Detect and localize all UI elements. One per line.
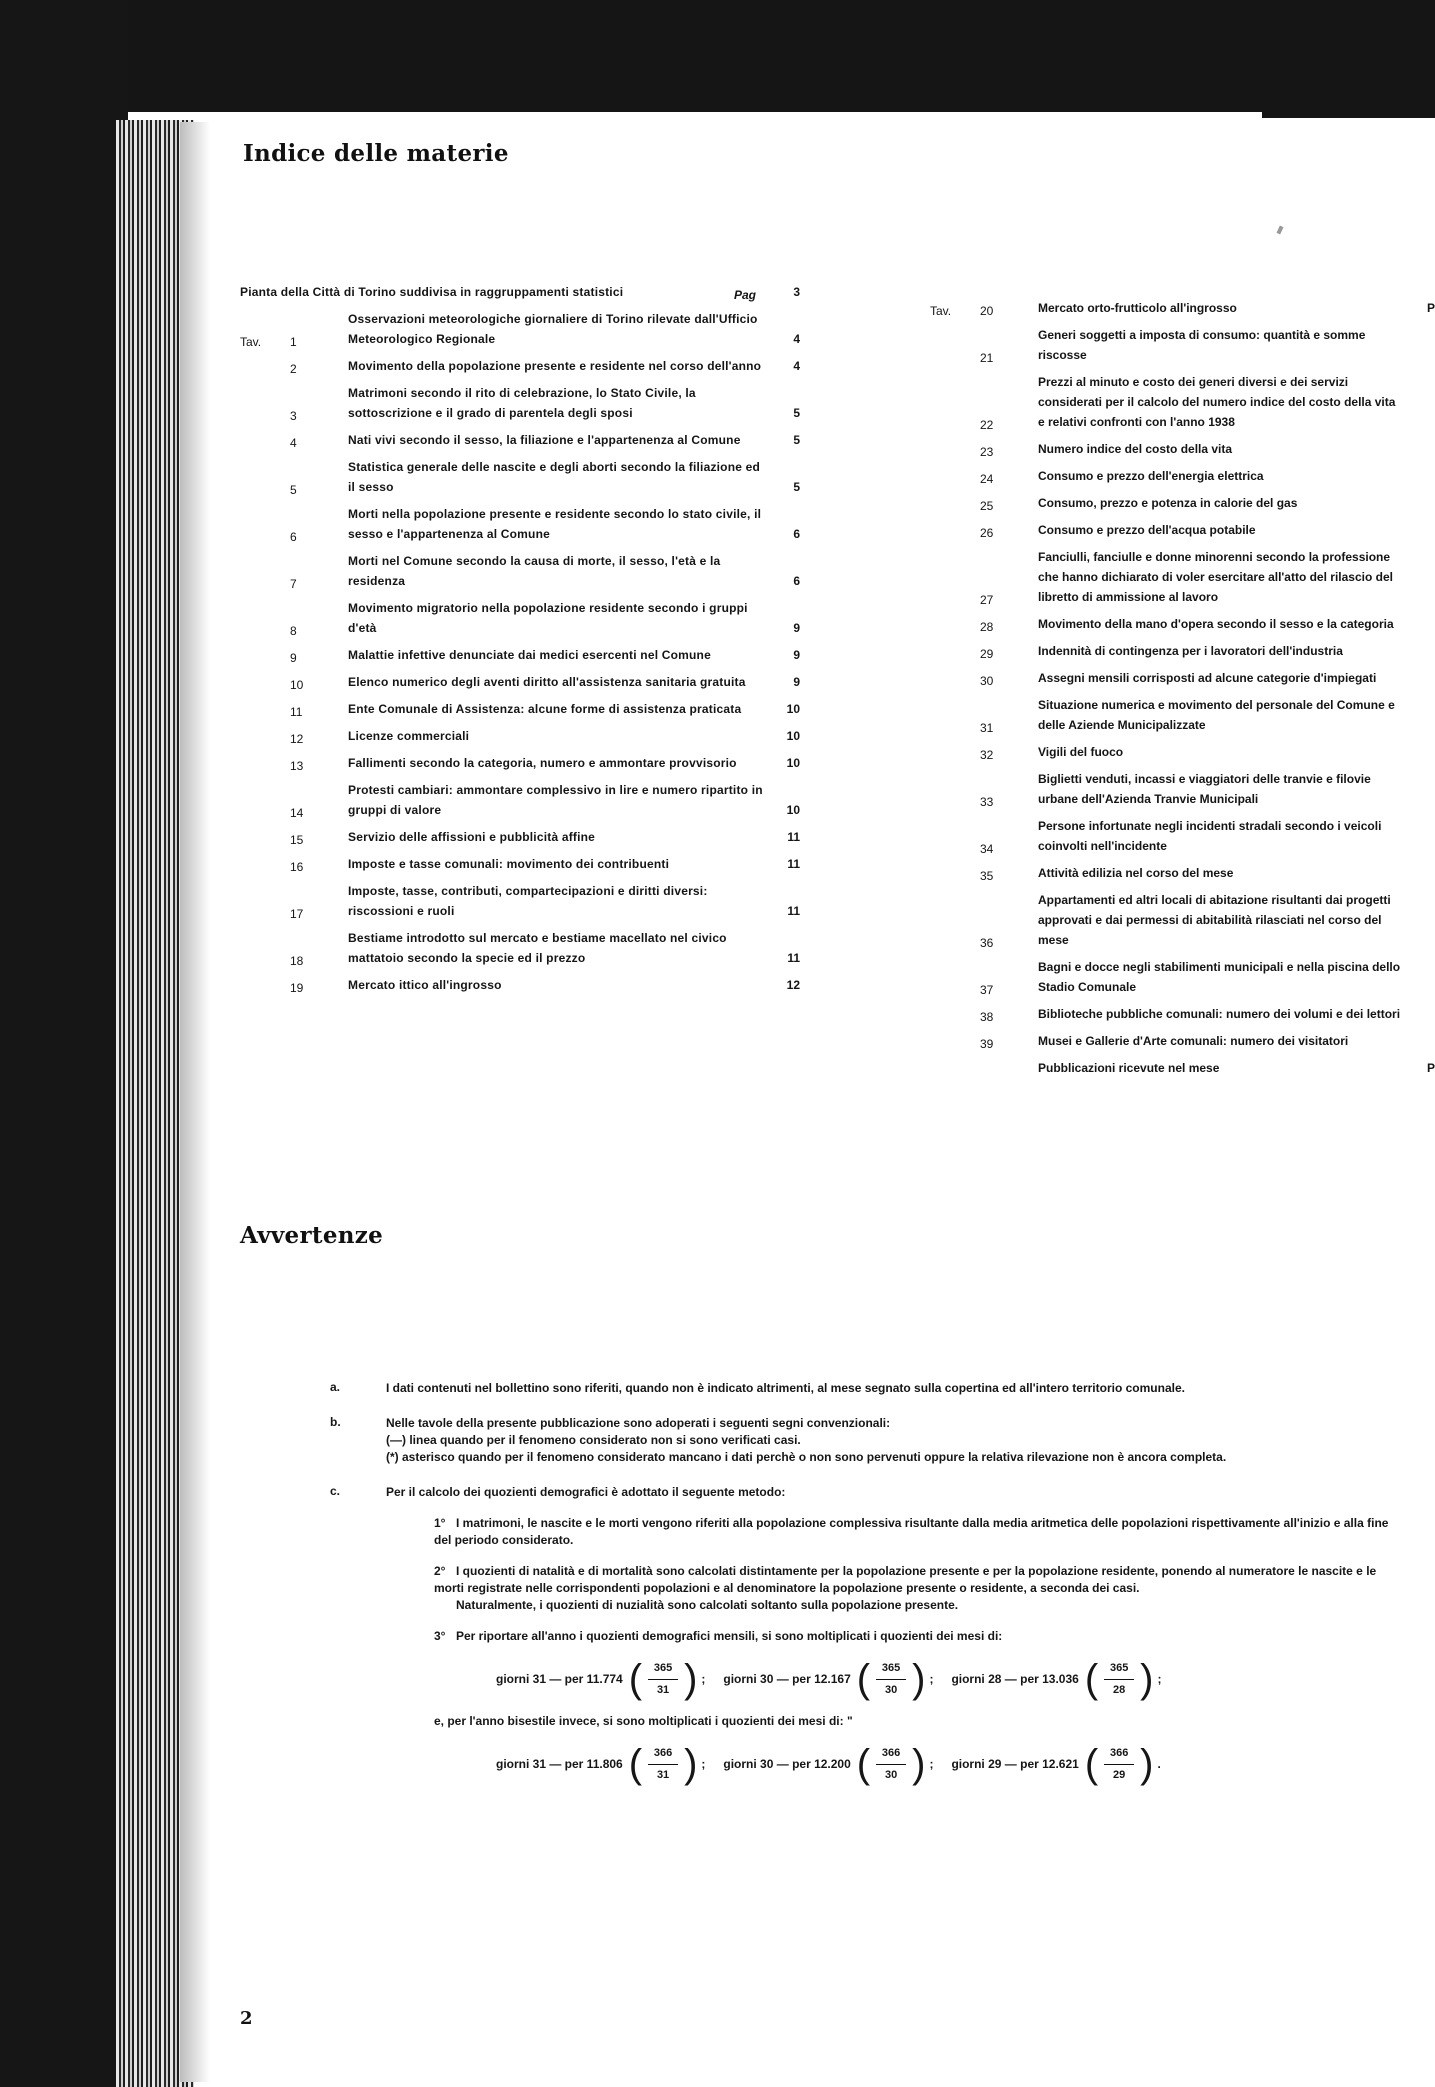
formula-term xyxy=(951,1659,1161,1699)
formula-label: giorni 29 — per 12.621 xyxy=(951,1756,1079,1771)
toc-entry-number: 14 xyxy=(290,806,304,820)
toc-entry-number: 23 xyxy=(980,445,994,459)
toc-entry xyxy=(930,372,1435,432)
close-paren: ) xyxy=(1140,1742,1154,1786)
toc-entry-text: Imposte, tasse, contributi, compartecipazioni e diritti diversi: riscossioni e ruoli xyxy=(348,884,708,918)
toc-entry-text: Biglietti venduti, incassi e viaggiatori delle tranvie e filovie urbane dell'Azienda Tranvie Municipali xyxy=(1038,772,1371,806)
toc-entry-number: 4 xyxy=(290,436,297,450)
toc-entry-text: Licenze commerciali xyxy=(348,729,470,743)
toc-left-column xyxy=(240,282,800,1002)
toc-entry-text: Consumo e prezzo dell'acqua potabile xyxy=(1038,523,1256,537)
toc-entry-page: 4 xyxy=(793,359,800,373)
toc-entry-number: 25 xyxy=(980,499,994,513)
toc-entry-number: 2 xyxy=(290,362,297,376)
toc-entry-text: Persone infortunate negli incidenti stradali secondo i veicoli coinvolti nell'incidente xyxy=(1038,819,1382,853)
toc-entry-number: 33 xyxy=(980,795,994,809)
open-paren: ( xyxy=(628,1742,643,1786)
toc-entry-page: 11 xyxy=(787,904,800,918)
fraction-numerator: 365 xyxy=(1109,1661,1129,1674)
toc-entry-number: 16 xyxy=(290,860,304,874)
warnings-title: Avvertenze xyxy=(240,1222,384,1249)
page-title: Indice delle materie xyxy=(243,140,509,167)
scan-border-left xyxy=(0,0,128,2087)
toc-entry xyxy=(240,598,800,638)
toc-entry-number: 9 xyxy=(290,651,297,665)
toc-entry-text: Protesti cambiari: ammontare complessivo in lire e numero ripartito in gruppi di valore xyxy=(348,783,763,817)
leap-year-text: e, per l'anno bisestile invece, si sono moltiplicati i quozienti dei mesi di: " xyxy=(434,1714,853,1728)
close-paren: ) xyxy=(1140,1657,1154,1701)
toc-entry-number: 15 xyxy=(290,833,304,847)
close-paren: ) xyxy=(684,1742,698,1786)
fraction xyxy=(648,1660,678,1699)
formula-separator: ; xyxy=(701,1671,706,1686)
note-c-letter: c. xyxy=(330,1484,341,1498)
toc-entry xyxy=(240,726,800,746)
toc-entry xyxy=(930,668,1435,688)
toc-entry-page: P xyxy=(1426,1061,1435,1075)
toc-entry-text: Indennità di contingenza per i lavoratori dell'industria xyxy=(1038,644,1343,658)
open-paren: ( xyxy=(1084,1657,1099,1701)
toc-entry-number: 7 xyxy=(290,577,297,591)
toc-entry-page: 12 xyxy=(786,978,800,992)
toc-entry-text: Generi soggetti a imposta di consumo: quantità e somme riscosse xyxy=(1038,328,1366,362)
note-c-point-2 xyxy=(434,1563,1390,1614)
close-paren: ) xyxy=(912,1742,926,1786)
fraction-numerator: 365 xyxy=(881,1661,901,1674)
note-a-text: I dati contenuti nel bollettino sono riferiti, quando non è indicato altrimenti, al mese segnato sulla copertina ed all'intero territorio comunale. xyxy=(386,1381,1185,1395)
toc-entry-text: Musei e Gallerie d'Arte comunali: numero dei visitatori xyxy=(1038,1034,1349,1048)
toc-entry xyxy=(930,325,1435,365)
toc-entry xyxy=(240,753,800,773)
toc-entry xyxy=(930,614,1435,634)
toc-entry-number: 28 xyxy=(980,620,994,634)
toc-entry-text: Osservazioni meteorologiche giornaliere di Torino rilevate dall'Ufficio Meteorologico Regionale xyxy=(348,312,758,346)
fraction-bar xyxy=(876,1679,906,1680)
toc-entry-number: 3 xyxy=(290,409,297,423)
toc-intro-row xyxy=(240,282,800,302)
fraction-denominator: 30 xyxy=(884,1683,898,1696)
toc-entry-text: Statistica generale delle nascite e degli aborti secondo la filiazione ed il sesso xyxy=(348,460,761,494)
toc-entry xyxy=(240,645,800,665)
toc-entry-number: 24 xyxy=(980,472,994,486)
toc-entry-page: 5 xyxy=(793,480,800,494)
toc-entry-page: 9 xyxy=(793,675,800,689)
toc-entry-text: Appartamenti ed altri locali di abitazione risultanti dai progetti approvati e dai permessi di abitabilità rilasciati nel corso del mese xyxy=(1038,893,1391,947)
toc-entry-text: Elenco numerico degli aventi diritto all'assistenza sanitaria gratuita xyxy=(348,675,746,689)
toc-entry-page: 10 xyxy=(786,803,800,817)
toc-page-label: Pag xyxy=(734,288,757,302)
toc-entry-number: 10 xyxy=(290,678,304,692)
toc-entry xyxy=(930,769,1435,809)
toc-right-list xyxy=(930,298,1435,1078)
toc-entry xyxy=(240,881,800,921)
toc-entry xyxy=(240,504,800,544)
open-paren: ( xyxy=(856,1742,871,1786)
toc-entry-text: Movimento migratorio nella popolazione residente secondo i gruppi d'età xyxy=(348,601,748,635)
fraction-bar xyxy=(648,1764,678,1765)
toc-entry-text: Assegni mensili corrisposti ad alcune categorie d'impiegati xyxy=(1038,671,1377,685)
open-paren: ( xyxy=(628,1657,643,1701)
toc-entry-number: 8 xyxy=(290,624,297,638)
point-2-note: Naturalmente, i quozienti di nuzialità sono calcolati soltanto sulla popolazione presente. xyxy=(456,1598,959,1612)
toc-entry-number: 18 xyxy=(290,954,304,968)
toc-entry-number: 26 xyxy=(980,526,994,540)
note-a-letter: a. xyxy=(330,1380,341,1394)
toc-entry xyxy=(930,1058,1435,1078)
fraction-bar xyxy=(648,1679,678,1680)
toc-entry-text: Fanciulli, fanciulle e donne minorenni secondo la professione che hanno dichiarato di voler esercitare all'atto del rilascio del libretto di ammissione al lavoro xyxy=(1038,550,1393,604)
fraction-numerator: 365 xyxy=(653,1661,673,1674)
toc-entry-page: 11 xyxy=(787,951,800,965)
toc-entry-number: 17 xyxy=(290,907,304,921)
formula-term xyxy=(496,1744,705,1784)
toc-entry-text: Matrimoni secondo il rito di celebrazione, lo Stato Civile, la sottoscrizione e il grado di parentela degli sposi xyxy=(348,386,696,420)
toc-entry-text: Biblioteche pubbliche comunali: numero dei volumi e dei lettori xyxy=(1038,1007,1401,1021)
toc-entry xyxy=(240,672,800,692)
toc-entry-text: Mercato orto-frutticolo all'ingrosso xyxy=(1038,301,1237,315)
toc-entry-number: 29 xyxy=(980,647,994,661)
scan-border-top xyxy=(0,0,1262,112)
toc-entry-page: 11 xyxy=(787,830,800,844)
close-paren: ) xyxy=(912,1657,926,1701)
fraction-numerator: 366 xyxy=(1109,1746,1129,1759)
open-paren: ( xyxy=(1084,1742,1099,1786)
close-paren: ) xyxy=(684,1657,698,1701)
toc-entry-text: Bagni e docce negli stabilimenti municipali e nella piscina dello Stadio Comunale xyxy=(1038,960,1401,994)
note-c-point-1 xyxy=(434,1515,1390,1549)
point-3-text: Per riportare all'anno i quozienti demografici mensili, si sono moltiplicati i quozienti dei mesi di: xyxy=(456,1629,1003,1643)
formula-label: giorni 30 — per 12.167 xyxy=(723,1671,851,1686)
toc-entry-page: 9 xyxy=(793,621,800,635)
toc-entry-number: 36 xyxy=(980,936,994,950)
note-c-text: Per il calcolo dei quozienti demografici è adottato il seguente metodo: xyxy=(386,1485,786,1499)
toc-entry xyxy=(240,699,800,719)
toc-entry-number: 30 xyxy=(980,674,994,688)
formula-term xyxy=(723,1659,933,1699)
formula-row-normal-year xyxy=(496,1659,1390,1699)
toc-entry-page: 4 xyxy=(793,332,800,346)
fraction-bar xyxy=(1104,1764,1134,1765)
point-1-text: I matrimoni, le nascite e le morti vengono riferiti alla popolazione complessiva risultante dalla media aritmetica delle popolazioni rispettivamente all'inizio e alla fine del periodo considerato. xyxy=(434,1516,1389,1547)
toc-entry xyxy=(930,816,1435,856)
toc-entry xyxy=(240,854,800,874)
fraction xyxy=(876,1745,906,1784)
toc-entry-text: Ente Comunale di Assistenza: alcune forme di assistenza praticata xyxy=(348,702,742,716)
toc-entry-page: 11 xyxy=(787,857,800,871)
toc-entry-page: 6 xyxy=(793,574,800,588)
toc-entry xyxy=(240,928,800,968)
toc-entry-page: 9 xyxy=(793,648,800,662)
toc-entry xyxy=(930,742,1435,762)
fraction xyxy=(1104,1745,1134,1784)
fraction xyxy=(648,1745,678,1784)
toc-entry-page: 10 xyxy=(786,729,800,743)
toc-entry-text: Pubblicazioni ricevute nel mese xyxy=(1038,1061,1220,1075)
formula-separator: . xyxy=(1157,1756,1161,1771)
fraction-denominator: 30 xyxy=(884,1768,898,1781)
fraction-bar xyxy=(876,1764,906,1765)
formula-separator: ; xyxy=(929,1756,934,1771)
formula-separator: ; xyxy=(701,1756,706,1771)
toc-entry xyxy=(240,780,800,820)
note-b-letter: b. xyxy=(330,1415,341,1429)
toc-entry-number: 19 xyxy=(290,981,304,995)
toc-entry-number: 34 xyxy=(980,842,994,856)
toc-entry xyxy=(930,493,1435,513)
note-c xyxy=(330,1484,1390,1784)
toc-entry-number: 35 xyxy=(980,869,994,883)
note-b-text: Nelle tavole della presente pubblicazione sono adoperati i seguenti segni convenzionali: xyxy=(386,1416,891,1430)
toc-entry xyxy=(930,439,1435,459)
note-b-line1: (—) linea quando per il fenomeno considerato non si sono verificati casi. xyxy=(386,1433,801,1447)
point-3-number: 3° xyxy=(434,1629,446,1643)
toc-entry xyxy=(240,827,800,847)
formula-separator: ; xyxy=(929,1671,934,1686)
toc-entry-text: Morti nella popolazione presente e residente secondo lo stato civile, il sesso e l'appartenenza al Comune xyxy=(348,507,762,541)
toc-entry xyxy=(930,298,1435,318)
toc-entry xyxy=(930,1004,1435,1024)
toc-entry xyxy=(240,430,800,450)
formula-label: giorni 28 — per 13.036 xyxy=(951,1671,1079,1686)
point-2-text: I quozienti di natalità e di mortalità sono calcolati distintamente per la popolazione presente e per la popolazione residente, ponendo al numeratore le nascite e le morti registrate nelle corrispondenti popolazioni e al denominatore la popolazione presente o residente, a seconda dei casi. xyxy=(434,1564,1377,1595)
formula-separator: ; xyxy=(1157,1671,1162,1686)
scan-border-top-right xyxy=(1262,0,1435,130)
note-c-point-3 xyxy=(434,1628,1390,1645)
fraction-denominator: 28 xyxy=(1113,1683,1126,1696)
open-paren: ( xyxy=(856,1657,871,1701)
fraction-denominator: 31 xyxy=(656,1768,670,1781)
toc-entry-text: Movimento della popolazione presente e residente nel corso dell'anno xyxy=(348,359,762,373)
toc-entry-number: 21 xyxy=(980,351,994,365)
toc-entry-prefix: Tav. xyxy=(930,304,952,318)
toc-entry-text: Movimento della mano d'opera secondo il sesso e la categoria xyxy=(1038,617,1394,631)
toc-entry-page: 5 xyxy=(793,406,800,420)
fraction-denominator: 29 xyxy=(1113,1768,1126,1781)
formula-label: giorni 31 — per 11.774 xyxy=(496,1671,623,1686)
toc-entry xyxy=(930,890,1435,950)
fraction-numerator: 366 xyxy=(653,1746,673,1759)
formula-term xyxy=(496,1659,705,1699)
note-a xyxy=(330,1380,1390,1397)
toc-entry xyxy=(930,695,1435,735)
toc-entry-text: Situazione numerica e movimento del personale del Comune e delle Aziende Municipalizzate xyxy=(1038,698,1395,732)
toc-entry xyxy=(240,383,800,423)
toc-entry-page: 10 xyxy=(786,702,800,716)
toc-entry-page: 5 xyxy=(793,433,800,447)
toc-entry-number: 31 xyxy=(980,721,994,735)
toc-entry-number: 22 xyxy=(980,418,994,432)
fraction-bar xyxy=(1104,1679,1134,1680)
toc-entry-number: 27 xyxy=(980,593,994,607)
toc-entry xyxy=(240,457,800,497)
toc-entry-number: 5 xyxy=(290,483,297,497)
toc-intro-text: Pianta della Città di Torino suddivisa in raggruppamenti statistici xyxy=(240,285,624,299)
toc-entry-text: Malattie infettive denunciate dai medici esercenti nel Comune xyxy=(348,648,711,662)
toc-entry-text: Prezzi al minuto e costo dei generi diversi e dei servizi considerati per il calcolo del numero indice del costo della vita e relativi confronti con l'anno 1938 xyxy=(1038,375,1396,429)
toc-entry-text: Fallimenti secondo la categoria, numero e ammontare provvisorio xyxy=(348,756,737,770)
toc-entry-prefix: Tav. xyxy=(240,335,262,349)
toc-entry-page: 10 xyxy=(786,756,800,770)
toc-entry-text: Bestiame introdotto sul mercato e bestiame macellato nel civico mattatoio secondo la specie ed il prezzo xyxy=(348,931,727,965)
toc-entry-number: 13 xyxy=(290,759,304,773)
toc-intro-page: 3 xyxy=(793,285,800,299)
toc-entry-number: 6 xyxy=(290,530,297,544)
toc-entry-number: 37 xyxy=(980,983,994,997)
formula-label: giorni 31 — per 11.806 xyxy=(496,1756,623,1771)
toc-entry xyxy=(240,975,800,995)
toc-entry-text: Consumo e prezzo dell'energia elettrica xyxy=(1038,469,1264,483)
toc-entry-number: 11 xyxy=(290,705,303,719)
fraction xyxy=(1104,1660,1134,1699)
toc-entry-text: Attività edilizia nel corso del mese xyxy=(1038,866,1234,880)
toc-entry xyxy=(930,641,1435,661)
toc-entry-number: 1 xyxy=(290,335,297,349)
toc-left-list xyxy=(240,309,800,995)
point-1-number: 1° xyxy=(434,1516,446,1530)
toc-entry-number: 32 xyxy=(980,748,994,762)
toc-entry-text: Morti nel Comune secondo la causa di morte, il sesso, l'età e la residenza xyxy=(348,554,721,588)
toc-entry xyxy=(240,551,800,591)
toc-entry-number: 39 xyxy=(980,1037,994,1051)
toc-entry-page: P xyxy=(1426,301,1435,315)
toc-entry-text: Mercato ittico all'ingrosso xyxy=(348,978,502,992)
toc-entry-text: Nati vivi secondo il sesso, la filiazione e l'appartenenza al Comune xyxy=(348,433,741,447)
toc-entry xyxy=(930,957,1435,997)
toc-entry xyxy=(930,520,1435,540)
fraction-denominator: 31 xyxy=(656,1683,670,1696)
point-2-number: 2° xyxy=(434,1564,446,1578)
toc-entry xyxy=(240,309,800,349)
toc-entry-text: Vigili del fuoco xyxy=(1038,745,1124,759)
toc-entry xyxy=(930,466,1435,486)
toc-entry xyxy=(930,863,1435,883)
toc-entry-text: Consumo, prezzo e potenza in calorie del gas xyxy=(1038,496,1298,510)
toc-entry-number: 20 xyxy=(980,304,994,318)
toc-entry-number: 12 xyxy=(290,732,304,746)
toc-entry xyxy=(930,1031,1435,1051)
toc-entry xyxy=(240,356,800,376)
toc-entry-number: 38 xyxy=(980,1010,994,1024)
page-curve-shadow xyxy=(180,122,210,2082)
toc-entry-text: Servizio delle affissioni e pubblicità affine xyxy=(348,830,596,844)
note-b-line2: (*) asterisco quando per il fenomeno considerato mancano i dati perchè o non sono pervenuti oppure la relativa rilevazione non è ancora completa. xyxy=(386,1450,1227,1464)
fraction xyxy=(876,1660,906,1699)
formula-label: giorni 30 — per 12.200 xyxy=(723,1756,851,1771)
toc-entry xyxy=(930,547,1435,607)
toc-entry-page: 6 xyxy=(793,527,800,541)
warnings-notes xyxy=(330,1380,1390,1802)
toc-entry-text: Numero indice del costo della vita xyxy=(1038,442,1233,456)
fraction-numerator: 366 xyxy=(881,1746,901,1759)
formula-term xyxy=(951,1744,1160,1784)
note-b xyxy=(330,1415,1390,1466)
formula-term xyxy=(723,1744,933,1784)
toc-right-column xyxy=(930,298,1435,1085)
page-number: 2 xyxy=(240,2008,253,2029)
formula-row-leap-year xyxy=(496,1744,1390,1784)
toc-entry-text: Imposte e tasse comunali: movimento dei contribuenti xyxy=(348,857,670,871)
